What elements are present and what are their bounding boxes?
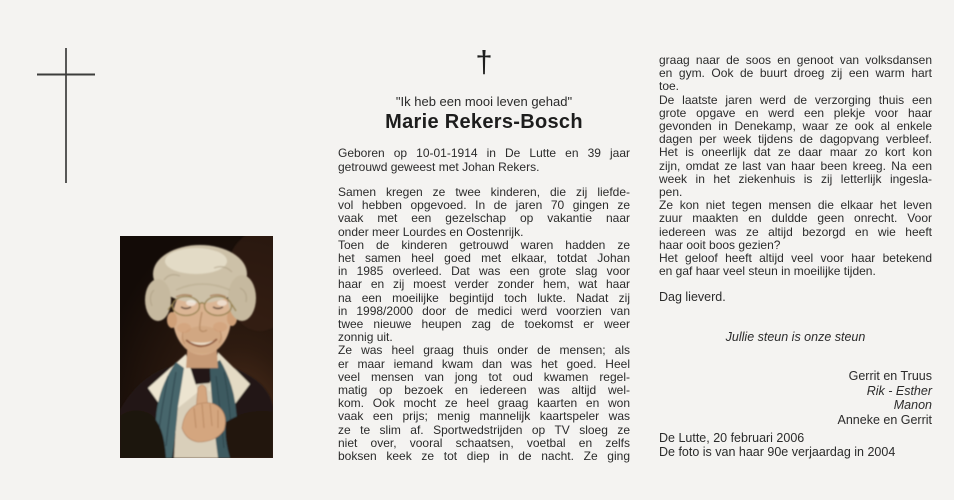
text-line: Rik - Esther <box>866 383 932 398</box>
text-line: Samen kregen ze twee kinderen, die zij liefde- <box>338 185 630 199</box>
text-line: getrouwd geweest met Johan Rekers. <box>338 160 540 175</box>
motto-text: Jullie steun is onze steun <box>725 330 866 344</box>
text-line: en gym. Ook de buurt droeg zij een warm hart <box>659 66 932 81</box>
photo-note: De foto is van haar 90e verjaardag in 2004 <box>659 445 896 459</box>
text-line: De laatste jaren werd de verzorging thuis een <box>659 92 932 107</box>
text-line: vol hebben opgevoed. In de jaren 70 gingen ze <box>338 198 630 213</box>
text-line: Geboren op 10-01-1914 in De Lutte en 39 jaar <box>338 146 630 160</box>
cross-icon <box>30 40 110 190</box>
text-line: week in het ziekenhuis is zij letterlijk ingesla- <box>659 171 932 186</box>
text-line: er maar iemand kwam dan was het goed. Heel <box>338 356 630 371</box>
text-line: en gaf haar veel steun in moeilijke tijden. <box>659 264 876 279</box>
text-line: zuur maakten en duldde geen onrecht. Voor <box>659 211 932 226</box>
text-line: Ze was heel graag thuis onder de mensen; als <box>338 343 630 358</box>
biography-text-right <box>659 54 932 278</box>
text-line: dagen per week tijdens de dagopvang verbleef. <box>659 132 932 147</box>
text-line: in 1985 overleed. Dat was een grote slag voor <box>338 264 630 279</box>
text-line: iedereen was ze altijd bezorgd en wie heeft <box>659 224 932 239</box>
text-line: kom. Ook mocht ze heel graag kaarten en won <box>338 396 630 411</box>
text-line: het samen heel goed met elkaar, totdat Johan <box>338 251 630 266</box>
text-line: twee nieuwe heupen zag de toekomst er weer <box>338 317 630 332</box>
text-line: niet over, vooral schaatsen, voetbal en zelfs <box>338 435 630 450</box>
text-line: pen. <box>659 185 683 200</box>
farewell-text: Dag lieverd. <box>659 290 726 304</box>
text-line: Ze kon niet tegen mensen die elkaar het leven <box>659 198 932 213</box>
text-line: vaak een prijs; menig mannelijk kaartspeler was <box>338 409 630 424</box>
text-line: vaak met een gezelschap op vakantie naar <box>338 211 630 226</box>
deceased-name: Marie Rekers-Bosch <box>385 111 583 133</box>
text-line: Gerrit en Truus <box>848 369 932 383</box>
biography-text-left <box>338 186 630 463</box>
text-line: zonnig uit. <box>338 330 393 345</box>
text-line: Toen de kinderen getrouwd waren hadden ze <box>338 237 630 252</box>
place-date: De Lutte, 20 februari 2006 <box>659 431 805 445</box>
text-line: Manon <box>893 398 932 412</box>
text-line: boksen keek ze tot diep in de nacht. Ze ging <box>338 449 630 464</box>
text-line: matig op bezoek en iedereen was altijd wel- <box>338 383 630 398</box>
text-line: haar ooit boos gezien? <box>659 237 781 252</box>
birth-info <box>338 146 630 175</box>
family-signatures <box>659 369 932 427</box>
text-line: onder meer Lourdes en Oostenrijk. <box>338 224 524 239</box>
text-line: Het geloof heeft altijd veel voor haar betekend <box>659 251 932 266</box>
text-line: Het is oneerlijk dat ze daar maar zo kort kon <box>659 145 932 160</box>
text-line: toe. <box>659 79 680 94</box>
text-line: haar en zij moest verder zonder hem, wat haar <box>338 277 630 292</box>
text-line: zijn, omdat ze last van haar been kreeg. Na een <box>659 158 932 173</box>
text-line: ze te slim af. Sportwedstrijden op TV sloeg ze <box>338 422 630 437</box>
text-line: na een moeilijke begintijd toch lukte. Nadat zij <box>338 290 630 305</box>
text-line: gevonden in Denekamp, waar ze ook al enkele <box>659 119 932 134</box>
dagger-icon: † <box>475 44 493 79</box>
text-line: grote opgave en werd een plekje voor haar <box>659 105 932 120</box>
portrait-photo <box>120 236 273 458</box>
text-line: Anneke en Gerrit <box>837 412 932 427</box>
text-line: in 1998/2000 door de medici werd voorzien van <box>338 303 630 318</box>
text-line: graag naar de soos en genoot van volksdansen <box>659 53 932 67</box>
text-line: veel mensen van jong tot oud kwamen regel- <box>338 369 630 384</box>
life-quote: "Ik heb een mooi leven gehad" <box>395 94 573 109</box>
